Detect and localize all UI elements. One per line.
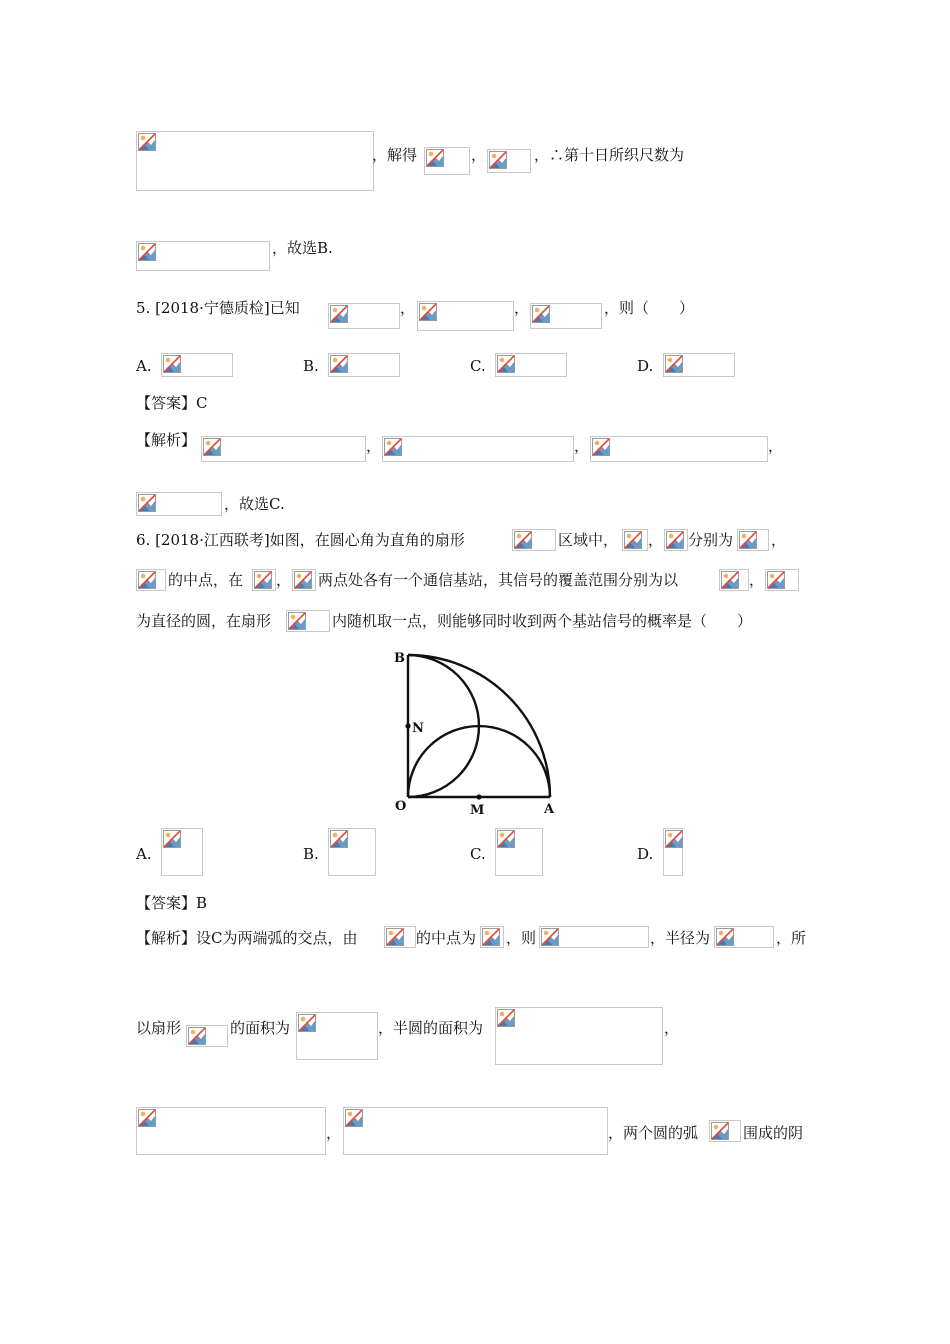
option-c-label: C. [470, 845, 486, 863]
label-o: O [395, 799, 407, 814]
text: 区域中， [558, 531, 619, 549]
formula-image [136, 1107, 326, 1155]
text: ，故选C. [224, 495, 285, 513]
text: ，半径为 [650, 929, 711, 947]
formula-image [512, 529, 556, 551]
broken-image-icon [489, 151, 507, 169]
broken-image-icon [711, 1122, 729, 1140]
text: 以扇形 [136, 1019, 182, 1037]
option-a-label: A. [136, 357, 152, 375]
text: ， [471, 146, 487, 164]
text: 的中点，在 [168, 571, 244, 589]
broken-image-icon [163, 830, 181, 848]
broken-image-icon [739, 531, 757, 549]
broken-image-icon [138, 494, 156, 512]
broken-image-icon [716, 928, 734, 946]
broken-image-icon [254, 571, 272, 589]
broken-image-icon [497, 1009, 515, 1027]
formula-image [417, 301, 514, 331]
point-m [476, 794, 481, 799]
option-c-image [495, 828, 543, 876]
option-a-label: A. [136, 845, 152, 863]
broken-image-icon [188, 1027, 206, 1045]
broken-image-icon [288, 612, 306, 630]
broken-image-icon [514, 531, 532, 549]
broken-image-icon [386, 928, 404, 946]
formula-image [765, 569, 799, 591]
broken-image-icon [482, 928, 500, 946]
formula-image [201, 436, 366, 462]
formula-image [539, 926, 649, 948]
formula-image [136, 569, 166, 591]
formula-image [343, 1107, 608, 1155]
text: ，故选B. [272, 239, 333, 257]
label-m: M [470, 803, 485, 818]
analysis-text: 【解析】设C为两端弧的交点，由 [136, 929, 358, 947]
broken-image-icon [330, 830, 348, 848]
option-c-label: C. [470, 357, 486, 375]
formula-image [719, 569, 749, 591]
broken-image-icon [419, 303, 437, 321]
text: ， [768, 437, 784, 455]
broken-image-icon [163, 355, 181, 373]
text: ，解得 [372, 146, 418, 164]
broken-image-icon [138, 1109, 156, 1127]
text: ， [400, 299, 416, 317]
broken-image-icon [345, 1109, 363, 1127]
text: ， [648, 531, 664, 549]
formula-image [530, 303, 602, 329]
text: ， [276, 571, 292, 589]
broken-image-icon [541, 928, 559, 946]
formula-image [136, 131, 374, 191]
option-b-image [328, 828, 376, 876]
label-a: A [544, 802, 555, 817]
text: ，两个圆的弧 [608, 1124, 699, 1142]
question-5-heading: 5. [2018·宁德质检]已知 [136, 299, 300, 317]
broken-image-icon [138, 133, 156, 151]
formula-image [424, 147, 470, 175]
option-d-image [663, 353, 735, 377]
analysis-label: 【解析】 [136, 431, 197, 449]
formula-image [296, 1012, 378, 1060]
option-d-label: D. [637, 845, 654, 863]
option-b-label: B. [303, 845, 319, 863]
text: 分别为 [688, 531, 734, 549]
broken-image-icon [426, 149, 444, 167]
broken-image-icon [497, 355, 515, 373]
text: 两点处各有一个通信基站，其信号的覆盖范围分别为以 [318, 571, 679, 589]
text: ， [574, 437, 590, 455]
text: ， [771, 531, 787, 549]
option-c-image [495, 353, 567, 377]
text: ，则（ ） [604, 299, 695, 317]
answer: 【答案】B [136, 894, 208, 912]
formula-image [384, 926, 416, 948]
broken-image-icon [138, 571, 156, 589]
option-d-label: D. [637, 357, 654, 375]
formula-image [186, 1025, 228, 1047]
text: ，半圆的面积为 [378, 1019, 484, 1037]
broken-image-icon [532, 305, 550, 323]
question-6-heading: 6. [2018·江西联考]如图，在圆心角为直角的扇形 [136, 531, 465, 549]
label-n: N [412, 721, 424, 736]
formula-image [495, 1007, 663, 1065]
option-b-image [328, 353, 400, 377]
text: ， [326, 1124, 342, 1142]
point-n [405, 723, 410, 728]
broken-image-icon [330, 355, 348, 373]
broken-image-icon [767, 571, 785, 589]
broken-image-icon [203, 438, 221, 456]
option-d-image [663, 828, 683, 876]
broken-image-icon [666, 531, 684, 549]
option-a-image [161, 353, 233, 377]
broken-image-icon [665, 830, 683, 848]
formula-image [590, 436, 768, 462]
formula-image [622, 529, 648, 551]
formula-image [480, 926, 504, 948]
formula-image [292, 569, 316, 591]
broken-image-icon [294, 571, 312, 589]
formula-image [737, 529, 769, 551]
formula-image [286, 610, 330, 632]
text: 为直径的圆，在扇形 [136, 612, 272, 630]
formula-image [709, 1120, 741, 1142]
formula-image [252, 569, 276, 591]
answer: 【答案】C [136, 394, 208, 412]
option-a-image [161, 828, 203, 876]
broken-image-icon [384, 438, 402, 456]
formula-image [664, 529, 688, 551]
text: ，∴第十日所织尺数为 [534, 146, 685, 164]
formula-image [487, 149, 531, 173]
formula-image [714, 926, 774, 948]
broken-image-icon [138, 243, 156, 261]
text: ，则 [506, 929, 537, 947]
formula-image [136, 241, 270, 271]
broken-image-icon [665, 355, 683, 373]
text: ， [664, 1019, 680, 1037]
sector-figure [390, 646, 560, 818]
text: ， [514, 299, 530, 317]
broken-image-icon [298, 1014, 316, 1032]
broken-image-icon [592, 438, 610, 456]
text: 围成的阴 [743, 1124, 804, 1142]
formula-image [382, 436, 574, 462]
text: ， [749, 571, 765, 589]
text: 的面积为 [230, 1019, 291, 1037]
broken-image-icon [624, 531, 642, 549]
text: 的中点为 [416, 929, 477, 947]
text: ， [366, 437, 382, 455]
broken-image-icon [497, 830, 515, 848]
text: 内随机取一点，则能够同时收到两个基站信号的概率是（ ） [332, 612, 753, 630]
option-b-label: B. [303, 357, 319, 375]
label-b: B [394, 651, 405, 666]
text: ，所 [776, 929, 807, 947]
formula-image [328, 303, 400, 329]
formula-image [136, 492, 222, 516]
broken-image-icon [330, 305, 348, 323]
broken-image-icon [721, 571, 739, 589]
